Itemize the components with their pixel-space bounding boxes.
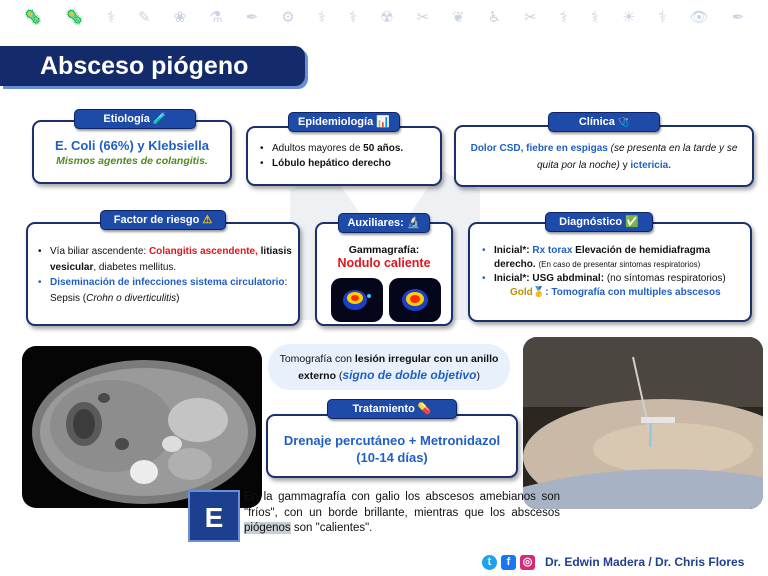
warning-icon: ⚠ (202, 214, 213, 226)
authors: Dr. Edwin Madera / Dr. Chris Flores (545, 555, 745, 569)
clinica-label: Clínica 🩺 (548, 112, 660, 132)
stethoscope-icon: 🩺 (617, 117, 630, 127)
scissors-icon: ✂ (524, 8, 537, 26)
eye-icon: 👁 (689, 8, 709, 26)
list-item: • Inicial*: Rx torax Elevación de hemidiafragma derecho. (En caso de presentar sintomas respiratorios) (482, 244, 744, 272)
tratamiento-label: Tratamiento 💊 (327, 399, 457, 419)
chart-icon: 📊 (376, 116, 390, 128)
check-icon: ✅ (625, 216, 639, 228)
list-item: • Inicial*: USG abdminal: (no síntomas respiratorios) (482, 272, 744, 286)
heart-rate-icon: ⚕ (348, 8, 358, 26)
kidney-icon: ⚕ (658, 8, 667, 26)
header-icon-strip (0, 0, 768, 34)
flask-icon: ⚗ (209, 8, 223, 26)
twitter-icon[interactable]: t (482, 555, 497, 570)
auxiliares-label: Auxiliares: 🔬 (338, 213, 430, 233)
wheelchair-icon: ♿ (487, 8, 502, 26)
etiologia-label: Etiología 🧪 (74, 109, 196, 129)
list-item: • Lóbulo hepático derecho (260, 156, 440, 171)
footer (482, 552, 744, 572)
medal-icon: 🥇 (532, 287, 546, 298)
note-letter-badge: E (188, 490, 240, 542)
diagnostico-card (468, 222, 752, 322)
microbe-icon: 🦠 (23, 8, 43, 26)
gammagrafia-note: En la gammagrafía con galio los abscesos amebianos son "fríos", con un borde brillante, mientras que los abscesos piógenos son "calientes". (244, 491, 560, 534)
etiologia-card (32, 120, 232, 184)
bacteria-icon: 🦠 (65, 8, 84, 26)
page-title: Absceso piógeno (40, 52, 249, 80)
list-item: • Vía biliar ascendente: Colangitis ascendente, litiasis vesicular, diabetes mellitus. (38, 244, 292, 275)
auxiliares-sub: Gammagrafía: (348, 244, 420, 256)
auxiliares-main: Nodulo caliente (337, 256, 431, 270)
monitor-icon: ☢ (380, 8, 394, 26)
tooth-icon: ⚕ (106, 8, 116, 26)
clinica-card: Dolor CSD, fiebre en espigas (se presenta en la tarde y se quita por la noche) y ictericia. (454, 125, 754, 187)
ct-caption: Tomografía con lesión irregular con un anillo externo (signo de doble objetivo) (268, 344, 510, 390)
etiologia-sub: Mismos agentes de colangitis. (56, 155, 208, 167)
pill-icon: ✒ (245, 8, 259, 26)
gold-standard: Gold🥇: Tomografía con multiples abscesos (510, 287, 721, 298)
ct-scan-image (22, 346, 262, 508)
list-item: • Diseminación de infecciones sistema circulatorio: Sepsis (Crohn o diverticulitis) (38, 275, 292, 306)
facebook-icon[interactable]: f (501, 555, 516, 570)
lungs-icon: ❦ (452, 8, 465, 26)
injection-icon: ✒ (731, 8, 745, 26)
syringe-icon: ✎ (138, 8, 151, 26)
etiologia-main: E. Coli (66%) y Klebsiella (55, 138, 209, 153)
pill-icon: 💊 (417, 403, 432, 415)
diagnostico-label: Diagnóstico ✅ (545, 212, 653, 232)
microscope-icon: 🔬 (406, 217, 421, 229)
scissors-icon: ✂ (416, 8, 430, 26)
title-banner (0, 46, 305, 86)
tweezers-icon: ⚕ (559, 8, 568, 26)
tratamiento-line1: Drenaje percutáneo + Metronidazol (283, 433, 501, 448)
epidemiologia-label: Epidemiología 📊 (288, 112, 400, 132)
drainage-photo (523, 337, 763, 509)
screen-icon: ⚕ (590, 8, 600, 26)
tratamiento-line2: (10-14 días) (356, 450, 428, 465)
instagram-icon[interactable]: ◎ (520, 555, 535, 570)
test-tube-icon: 🧪 (152, 113, 167, 125)
factor-riesgo-card (26, 222, 300, 326)
list-item: • Adultos mayores de 50 años. (260, 141, 440, 156)
epidemiologia-card (246, 126, 442, 186)
virus-icon: ❀ (173, 8, 187, 26)
gammagrafia-image (331, 278, 441, 322)
factor-riesgo-label: Factor de riesgo ⚠ (100, 210, 226, 230)
coin-icon: ⚕ (317, 8, 326, 26)
tratamiento-card (266, 414, 518, 478)
gear-icon: ⚙ (281, 8, 295, 26)
light-icon: ☀ (622, 8, 636, 26)
auxiliares-card (315, 222, 453, 326)
